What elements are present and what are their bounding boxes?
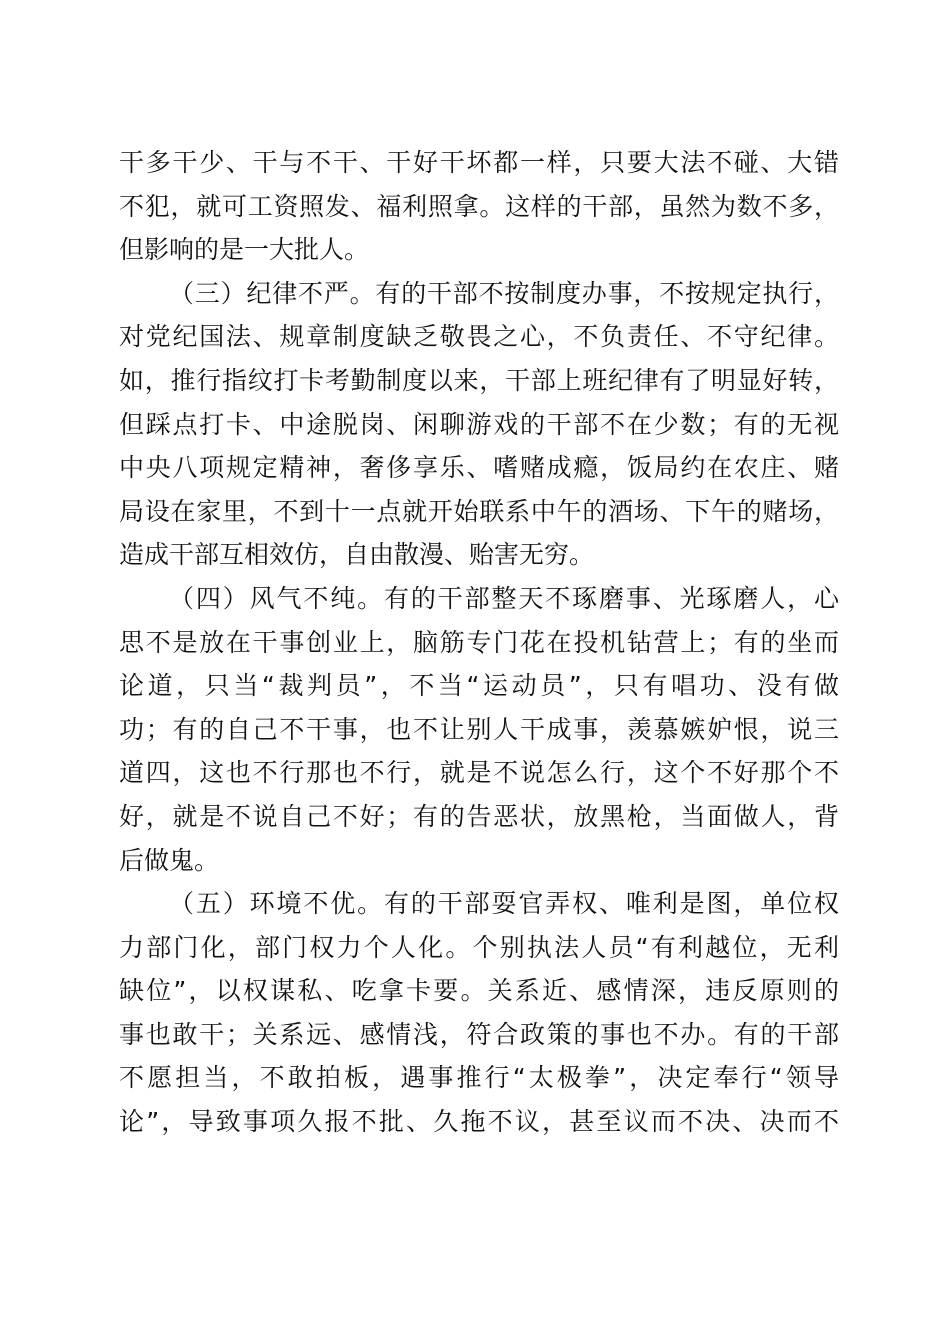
- text-line: 但影响的是一大批人。: [119, 235, 370, 265]
- text-line: 功；有的自己不干事，也不让别人干成事，羡慕嫉妒恨，说三: [119, 714, 839, 744]
- text-line: 缺位”，以权谋私、吃拿卡要。关系近、感情深，违反原则的: [119, 976, 839, 1006]
- text-line: 好，就是不说自己不好；有的告恶状，放黑枪，当面做人，背: [119, 801, 839, 831]
- text-line: 论”，导致事项久报不批、久拖不议，甚至议而不决、决而不: [119, 1107, 839, 1137]
- text-line: 论道，只当“裁判员”，不当“运动员”，只有唱功、没有做: [119, 671, 839, 701]
- text-line: 事也敢干；关系远、感情浅，符合政策的事也不办。有的干部: [119, 1019, 839, 1049]
- section-heading-line: （三）纪律不严。有的干部不按制度办事，不按规定执行，: [169, 278, 839, 308]
- section-heading-line: （四）风气不纯。有的干部整天不琢磨事、光琢磨人，心: [169, 583, 839, 613]
- text-line: 局设在家里，不到十一点就开始联系中午的酒场、下午的赌场，: [119, 496, 839, 526]
- text-line: 干多干少、干与不干、干好干坏都一样，只要大法不碰、大错: [119, 148, 839, 177]
- text-line: 思不是放在干事创业上，脑筋专门花在投机钻营上；有的坐而: [119, 627, 839, 657]
- text-line: 但踩点打卡、中途脱岗、闲聊游戏的干部不在少数；有的无视: [119, 409, 839, 439]
- text-line: 造成干部互相效仿，自由散漫、贻害无穷。: [119, 540, 595, 570]
- text-line: 不犯，就可工资照发、福利照拿。这样的干部，虽然为数不多，: [119, 191, 839, 221]
- section-heading-line: （五）环境不优。有的干部耍官弄权、唯利是图，单位权: [169, 889, 839, 919]
- text-line: 力部门化，部门权力个人化。个别执法人员“有利越位，无利: [119, 932, 839, 962]
- text-line: 如，推行指纹打卡考勤制度以来，干部上班纪律有了明显好转，: [119, 365, 839, 395]
- text-line: 不愿担当，不敢拍板，遇事推行“太极拳”，决定奉行“领导: [119, 1063, 839, 1093]
- body-text: [119, 141, 839, 1144]
- text-line: 后做鬼。: [119, 845, 220, 875]
- text-line: 中央八项规定精神，奢侈享乐、嗜赌成瘾，饭局约在农庄、赌: [119, 453, 839, 483]
- text-line: 对党纪国法、规章制度缺乏敬畏之心，不负责任、不守纪律。: [119, 322, 839, 352]
- text-line: 道四，这也不行那也不行，就是不说怎么行，这个不好那个不: [119, 758, 839, 788]
